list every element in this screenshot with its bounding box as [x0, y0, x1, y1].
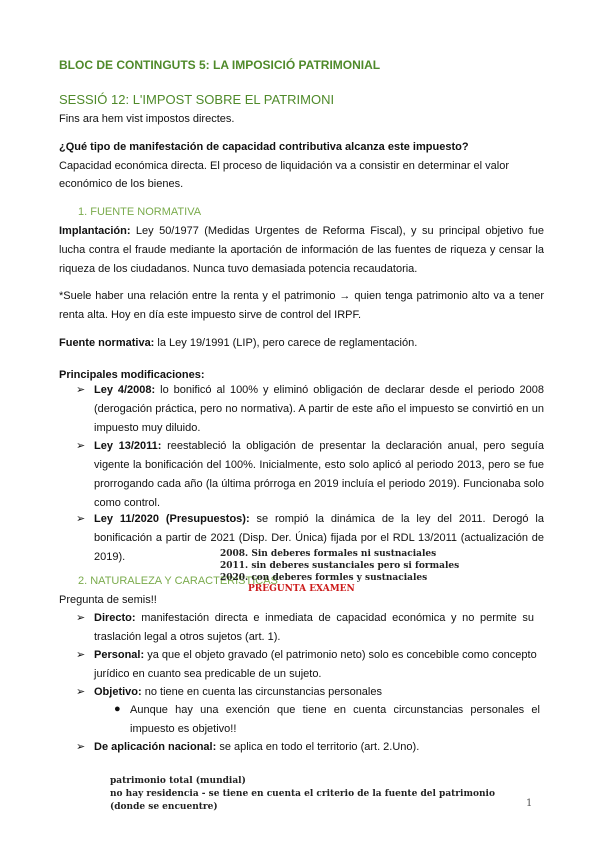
fuente-body: la Ley 19/1991 (LIP), pero carece de reglamentación.	[154, 337, 418, 349]
list-item-text: no tiene en cuenta las circunstancias personales	[141, 686, 382, 698]
page-number: 1	[526, 798, 533, 809]
answer-line-1: Capacidad económica directa. El proceso de liquidación va a consistir en determinar el valor	[59, 160, 510, 172]
bottom-note-line: patrimonio total (mundial)	[110, 776, 246, 786]
arrow-bullet-icon: ➢	[76, 513, 86, 525]
arrow-bullet-icon: ➢	[76, 384, 86, 396]
list-item-label: Ley 13/2011:	[94, 440, 162, 452]
list-item-text: se rompió la dinámica de la ley del 2011. Derogó la bonificación a partir de 2021 (Disp. Der. Única) fijada por el RDL 13/2011 (actualización de 2019).	[94, 513, 544, 563]
list-item-text: ya que el objeto gravado (el patrimonio neto) solo es concebible como concepto jurídico en cuanto sea predicable de un sujeto.	[94, 649, 537, 680]
arrow-bullet-icon: ➢	[76, 440, 86, 452]
filled-circle-bullet-icon: ●	[114, 703, 121, 715]
list-item-label: Personal:	[94, 649, 145, 661]
bottom-note-line: no hay residencia - se tiene en cuenta el criterio de la fuente del patrimonio	[110, 789, 495, 799]
list-item	[94, 381, 544, 438]
list-item-label: Ley 4/2008:	[94, 384, 156, 396]
implantacion-body: Ley 50/1977 (Medidas Urgentes de Reforma Fiscal), y su principal objetivo fue lucha contra el fraude mediante la aportación de información de las fuentes de riqueza y censar la riqueza de los ciudadanos. Nunca tuvo demasiada potencia recaudatoria.	[59, 225, 544, 275]
fuente-paragraph	[59, 334, 417, 353]
implantacion-paragraph	[59, 222, 544, 279]
exam-question-note: PREGUNTA EXAMEN	[248, 584, 355, 594]
intro-text: Fins ara hem vist impostos directes.	[59, 113, 235, 125]
list-item	[94, 738, 419, 757]
list-item-label: Ley 11/2020 (Presupuestos):	[94, 513, 250, 525]
handwritten-note-line: 2020. con deberes formles y sustnaciales	[220, 573, 428, 583]
list-item-label: Directo:	[94, 612, 136, 624]
list-item	[94, 437, 544, 513]
arrow-bullet-icon: ➢	[76, 741, 86, 753]
pregunta-semis: Pregunta de semis!!	[59, 594, 157, 606]
implantacion-label: Implantación:	[59, 225, 131, 237]
modificaciones-heading: Principales modificaciones:	[59, 369, 205, 381]
list-item	[94, 646, 544, 684]
list-item-text: manifestación directa e inmediata de capacidad económica y no permite su traslación legal a otros sujetos (art. 1).	[94, 612, 534, 643]
bloc-title: BLOC DE CONTINGUTS 5: LA IMPOSICIÓ PATRIMONIAL	[59, 58, 381, 72]
handwritten-note-line: 2011. sin deberes sustanciales pero si formales	[220, 561, 460, 571]
handwritten-note-line: 2008. Sin deberes formales ni sustnaciales	[220, 549, 437, 559]
suele-paragraph: *Suele haber una relación entre la renta y el patrimonio → quien tenga patrimonio alto va a tener renta alta. Hoy en día este impuesto sirve de control del IRPF.	[59, 290, 544, 321]
sub-list-item: Aunque hay una exención que tiene en cuenta circunstancias personales el impuesto es objetivo!!	[130, 704, 540, 735]
list-item-text: se aplica en todo el territorio (art. 2.Uno).	[216, 741, 420, 753]
list-item-label: Objetivo:	[94, 686, 142, 698]
arrow-bullet-icon: ➢	[76, 612, 86, 624]
section-2-heading: 2. NATURALEZA Y CARACTERÍSTICAS	[78, 575, 278, 587]
arrow-bullet-icon: ➢	[76, 686, 86, 698]
session-title: SESSIÓ 12: L'IMPOST SOBRE EL PATRIMONI	[59, 92, 335, 107]
list-item	[94, 683, 382, 702]
fuente-label: Fuente normativa:	[59, 337, 155, 349]
answer-line-2: económico de los bienes.	[59, 178, 184, 190]
bottom-note-line: (donde se encuentre)	[110, 802, 218, 812]
list-item-text: lo bonificó al 100% y eliminó obligación de declarar desde el periodo 2008 (derogación práctica, pero no normativa). A partir de este año el impuesto se convirtió en un impuesto muy diluido.	[94, 384, 544, 434]
arrow-bullet-icon: ➢	[76, 649, 86, 661]
list-item	[94, 609, 534, 647]
list-item-label: De aplicación nacional:	[94, 741, 217, 753]
question-text: ¿Qué tipo de manifestación de capacidad contributiva alcanza este impuesto?	[59, 141, 469, 153]
section-1-heading: 1. FUENTE NORMATIVA	[78, 206, 202, 218]
list-item-text: reestableció la obligación de presentar la declaración anual, pero seguía vigente la bonificación del 100%. Inicialmente, esto solo aplicó al periodo 2013, pero se fue prorrogando cada año (la última prórroga en 2019 incluía el periodo 2019). Funcionaba solo como control.	[94, 440, 544, 509]
